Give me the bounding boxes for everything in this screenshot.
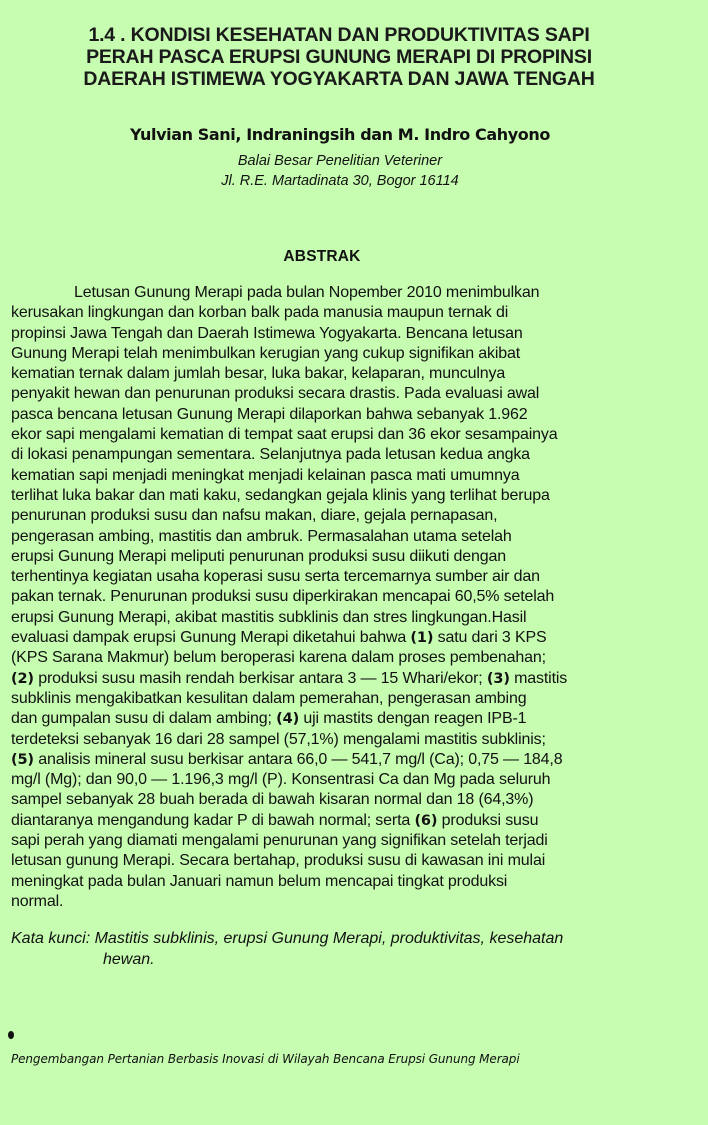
abstract-text: Gunung Merapi telah menimbulkan kerugian yang cukup signifikan akibat [11,344,521,362]
title-line: 1.4 . KONDISI KESEHATAN DAN PRODUKTIVITAS SAPI [88,24,590,46]
abstract-text: kematian ternak dalam jumlah besar, luka bakar, kelaparan, munculnya [11,365,506,383]
abstract-line [11,527,644,547]
abstract-line [11,770,644,790]
abstract-line [11,628,644,648]
abstract-text: penyakit hewan dan penurunan produksi secara drastis. Pada evaluasi awal [11,385,540,403]
abstract-text: terhentinya kegiatan usaha koperasi susu serta tercemarnya sumber air dan [11,568,540,586]
abstract-text: terdeteksi sebanyak 16 dari 28 sampel (57,1%) mengalami mastitis subklinis; [11,730,546,748]
abstract-text: penurunan produksi susu dan nafsu makan, diare, gejala pernapasan, [11,507,498,525]
abstract-text: (KPS Sarana Makmur) belum beroperasi karena dalam proses pembenahan; [11,649,546,667]
abstract-line [11,750,644,770]
address: Jl. R.E. Martadinata 30, Bogor 16114 [221,173,459,189]
abstract-text: subklinis mengakibatkan kesulitan dalam pemerahan, pengerasan ambing [11,689,527,707]
title-line: DAERAH ISTIMEWA YOGYAKARTA DAN JAWA TENGAH [83,68,595,90]
abstract-line [11,831,644,851]
abstract-line [11,486,644,506]
abstract-line [11,405,644,425]
abstract-line [11,689,644,709]
abstract-line [11,547,644,567]
abstract-line [11,851,644,871]
abstract-line [11,567,644,587]
affiliation-block [40,151,640,191]
abstract-text: produksi susu [437,811,539,829]
abstract-text: propinsi Jawa Tengah dan Daerah Istimewa Yogyakarta. Bencana letusan [11,324,523,342]
page-footer: Pengembangan Pertanian Berbasis Inovasi di Wilayah Bencana Erupsi Gunung Merapi [11,1052,520,1066]
abstract-line [11,872,644,892]
abstract-body [11,283,644,912]
abstract-line [11,283,644,303]
abstract-line [11,303,644,323]
abstract-line [11,425,644,445]
abstract-text: sampel sebanyak 28 buah berada di bawah kisaran normal dan 18 (64,3%) [11,791,534,809]
abstract-text: ekor sapi mengalami kematian di tempat saat erupsi dan 36 ekor sesampainya [11,426,558,444]
abstract-line [11,445,644,465]
abstract-text: meningkat pada bulan Januari namun belum mencapai tingkat produksi [11,872,508,890]
list-number: (5) [11,751,34,768]
abstract-line [11,790,644,810]
abstract-line [11,608,644,628]
abstract-text: kerusakan lingkungan dan korban balk pada manusia maupun ternak di [11,304,509,322]
authors: Yulvian Sani, Indraningsih dan M. Indro Cahyono [130,125,550,144]
abstract-line [11,709,644,729]
abstract-line [11,364,644,384]
keywords-line: Kata kunci: Mastitis subklinis, erupsi Gunung Merapi, produktivitas, kesehatan [11,930,564,947]
abstract-line [11,466,644,486]
abstract-text: pengerasan ambing, mastitis dan ambruk. Permasalahan utama setelah [11,527,512,545]
abstract-line [11,669,644,689]
abstract-text: kematian sapi menjadi meningkat menjadi kelainan pasca mati umumnya [11,466,520,484]
abstract-text: evaluasi dampak erupsi Gunung Merapi diketahui bahwa [11,629,411,647]
abstract-line [11,648,644,668]
abstract-text: satu dari 3 KPS [433,629,547,647]
abstract-text: mg/l (Mg); dan 90,0 — 1.196,3 mg/l (P). Konsentrasi Ca dan Mg pada seluruh [11,771,551,789]
abstract-text: erupsi Gunung Merapi meliputi penurunan produksi susu diikuti dengan [11,547,507,565]
abstract-text: normal. [11,892,64,910]
abstract-line [11,587,644,607]
bullet-icon [8,1031,14,1039]
abstract-text: pasca bencana letusan Gunung Merapi dilaporkan bahwa sebanyak 1.962 [11,405,528,423]
abstract-line [11,384,644,404]
abstract-text: produksi susu masih rendah berkisar antara 3 — 15 Whari/ekor; [33,669,487,687]
title-line: PERAH PASCA ERUPSI GUNUNG MERAPI DI PROPINSI [86,46,592,68]
abstract-text: uji mastits dengan reagen IPB-1 [299,710,527,728]
keywords [11,928,651,970]
affiliation: Balai Besar Penelitian Veteriner [237,153,443,169]
abstract-text: analisis mineral susu berkisar antara 66,0 — 541,7 mg/l (Ca); 0,75 — 184,8 [33,750,563,768]
abstract-line [11,344,644,364]
paper-title [14,24,664,90]
abstract-text: dan gumpalan susu di dalam ambing; [11,710,277,728]
abstract-text: diantaranya mengandung kadar P di bawah normal; serta [11,811,415,829]
list-number: (1) [410,630,434,647]
abstract-line [11,811,644,831]
abstract-line [11,892,644,912]
abstract-line [11,324,644,344]
list-number: (2) [11,670,34,687]
list-number: (6) [414,812,438,829]
abstract-text: Letusan Gunung Merapi pada bulan Nopember 2010 menimbulkan [74,284,540,301]
abstract-text: letusan gunung Merapi. Secara bertahap, produksi susu di kawasan ini mulai [11,852,546,870]
abstract-text: erupsi Gunung Merapi, akibat mastitis subklinis dan stres lingkungan.Hasil [11,608,527,626]
keywords-line: hewan. [103,951,155,968]
abstract-text: mastitis [509,669,568,687]
list-number: (4) [276,711,300,728]
abstract-text: di lokasi penampungan sementara. Selanjutnya pada letusan kedua angka [11,446,530,464]
abstract-line [11,730,644,750]
abstract-text: terlihat luka bakar dan mati kaku, sedangkan gejala klinis yang terlihat berupa [11,486,550,504]
list-number: (3) [486,670,510,687]
abstract-text: sapi perah yang diamati mengalami penurunan yang signifikan setelah terjadi [11,832,548,850]
abstract-line [11,506,644,526]
abstract-text: pakan ternak. Penurunan produksi susu diperkirakan mencapai 60,5% setelah [11,588,555,606]
abstract-heading: ABSTRAK [283,248,361,265]
